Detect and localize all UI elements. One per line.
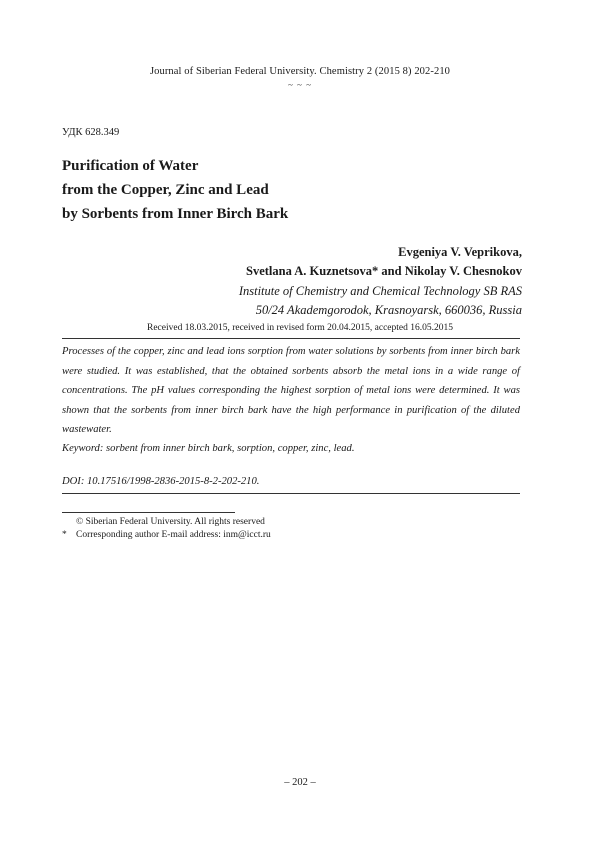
affiliation-line: Institute of Chemistry and Chemical Technology SB RAS xyxy=(238,284,522,298)
copyright-text: © Siberian Federal University. All rights reserved xyxy=(76,517,265,527)
journal-header: Journal of Siberian Federal University. Chemistry 2 (2015 8) 202-210 xyxy=(149,66,451,77)
footnote-rule xyxy=(62,512,235,513)
abstract-bottom-rule xyxy=(62,493,520,494)
affiliation-line: 50/24 Akademgorodok, Krasnoyarsk, 660036, Russia xyxy=(255,303,522,317)
paper-title xyxy=(62,154,288,226)
keywords: Keyword: sorbent from inner birch bark, sorption, copper, zinc, lead. xyxy=(62,443,355,454)
copyright-footnote xyxy=(62,517,265,527)
abstract-top-rule xyxy=(62,338,520,339)
udk-code: УДК 628.349 xyxy=(62,127,120,138)
author-line: Evgeniya V. Veprikova, xyxy=(398,245,522,259)
footnote-star: * xyxy=(62,530,67,540)
corresponding-text: Corresponding author E-mail address: inm@icct.ru xyxy=(76,530,271,540)
abstract: Processes of the copper, zinc and lead ions sorption from water solutions by sorbents from inner birch bark were studied. It was established, that the obtained sorbents absorb the metal ions in a wide range of concentrations. The pH values corresponding the highest sorption of metal ions were determined. It was shown that the sorbents from inner birch bark have the high performance in purification of the diluted wastewater. xyxy=(62,346,520,435)
affiliation xyxy=(239,282,522,320)
doi: DOI: 10.17516/1998-2836-2015-8-2-202-210. xyxy=(62,476,260,487)
corresponding-footnote xyxy=(62,530,271,540)
authors xyxy=(246,243,522,281)
author-line: Svetlana A. Kuznetsova* and Nikolay V. Chesnokov xyxy=(246,264,522,278)
header-ornament: ~ ~ ~ xyxy=(287,80,313,90)
title-line: from the Copper, Zinc and Lead xyxy=(62,182,269,198)
title-line: Purification of Water xyxy=(62,158,199,174)
page-number: – 202 – xyxy=(284,777,316,788)
received-dates: Received 18.03.2015, received in revised form 20.04.2015, accepted 16.05.2015 xyxy=(146,323,454,333)
title-line: by Sorbents from Inner Birch Bark xyxy=(62,206,289,222)
